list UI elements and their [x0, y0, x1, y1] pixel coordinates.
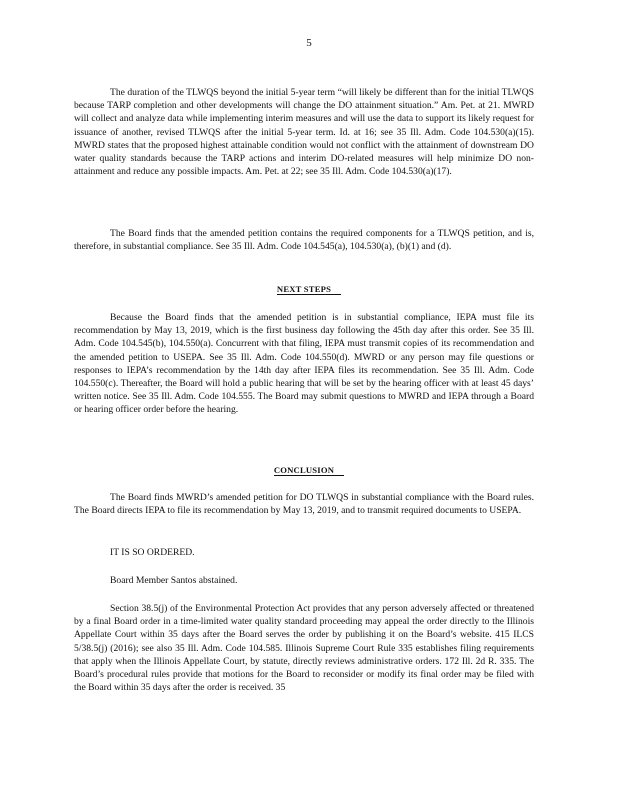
paragraph-substantial-compliance [74, 227, 534, 253]
page-number: 5 [306, 37, 312, 49]
heading-text: NEXT STEPS [277, 284, 341, 295]
paragraph-next-steps [74, 311, 534, 417]
paragraph-text: Because the Board finds that the amended petition is in substantial compliance, IEPA must file its recommendation by May 13, 2019, which is the first business day following the 45th day after this order. See 35 Ill. Adm. Code 104.545(b), 104.550(a). Concurrent with that filing, IEPA must transmit copies of its recommendation and the amended petition to USEPA. See 35 Ill. Adm. Code 104.550(d). MWRD or any person may file questions or responses to IEPA’s recommendation by the 14th day after IEPA files its recommendation. See 35 Ill. Adm. Code 104.550(c). Thereafter, the Board will hold a public hearing that will be set by the hearing officer with at least 45 days’ written notice. See 35 Ill. Adm. Code 104.555. The Board may submit questions to MWRD and IEPA through a Board or hearing officer order before the hearing. [74, 312, 534, 416]
paragraph-text: The Board finds MWRD’s amended petition for DO TLWQS in substantial compliance with the Board rules. The Board directs IEPA to file its recommendation by May 13, 2019, and to transmit required documents to USEPA. [74, 492, 534, 517]
so-ordered-line: IT IS SO ORDERED. [110, 547, 195, 558]
abstention-line: Board Member Santos abstained. [110, 575, 238, 586]
section-heading-conclusion [0, 465, 618, 476]
paragraph-conclusion [74, 491, 534, 517]
paragraph-appeal-rights [74, 602, 534, 694]
paragraph-tlwqs-duration [74, 86, 534, 178]
paragraph-text: Section 38.5(j) of the Environmental Protection Act provides that any person adversely affected or threatened by a final Board order in a time-limited water quality standard proceeding may appeal the order directly to the Illinois Appellate Court within 35 days after the Board serves the order by publishing it on the Board’s website. 415 ILCS 5/38.5(j) (2016); see also 35 Ill. Adm. Code 104.585. Illinois Supreme Court Rule 335 establishes filing requirements that apply when the Illinois Appellate Court, by statute, directly reviews administrative orders. 172 Ill. 2d R. 335. The Board’s procedural rules provide that motions for the Board to reconsider or modify its final order may be filed with the Board within 35 days after the order is received. 35 [74, 603, 534, 694]
paragraph-text: The Board finds that the amended petition contains the required components for a TLWQS petition, and is, therefore, in substantial compliance. See 35 Ill. Adm. Code 104.545(a), 104.530(a), (b)(1) and (d). [74, 228, 534, 253]
paragraph-text: The duration of the TLWQS beyond the initial 5-year term “will likely be different than for the initial TLWQS because TARP completion and other developments will change the DO attainment situation.” Am. Pet. at 21. MWRD will collect and analyze data while implementing interim measures and will use the data to support its likely request for issuance of another, revised TLWQS after the initial 5-year term. Id. at 16; see 35 Ill. Adm. Code 104.530(a)(15). MWRD states that the proposed highest attainable condition would not conflict with the attainment of downstream DO water quality standards because the TARP actions and interim DO-related measures will help minimize DO non-attainment and reduce any possible impacts. Am. Pet. at 22; see 35 Ill. Adm. Code 104.530(a)(17). [74, 87, 534, 178]
section-heading-next-steps [0, 284, 618, 295]
heading-text: CONCLUSION [274, 465, 344, 476]
